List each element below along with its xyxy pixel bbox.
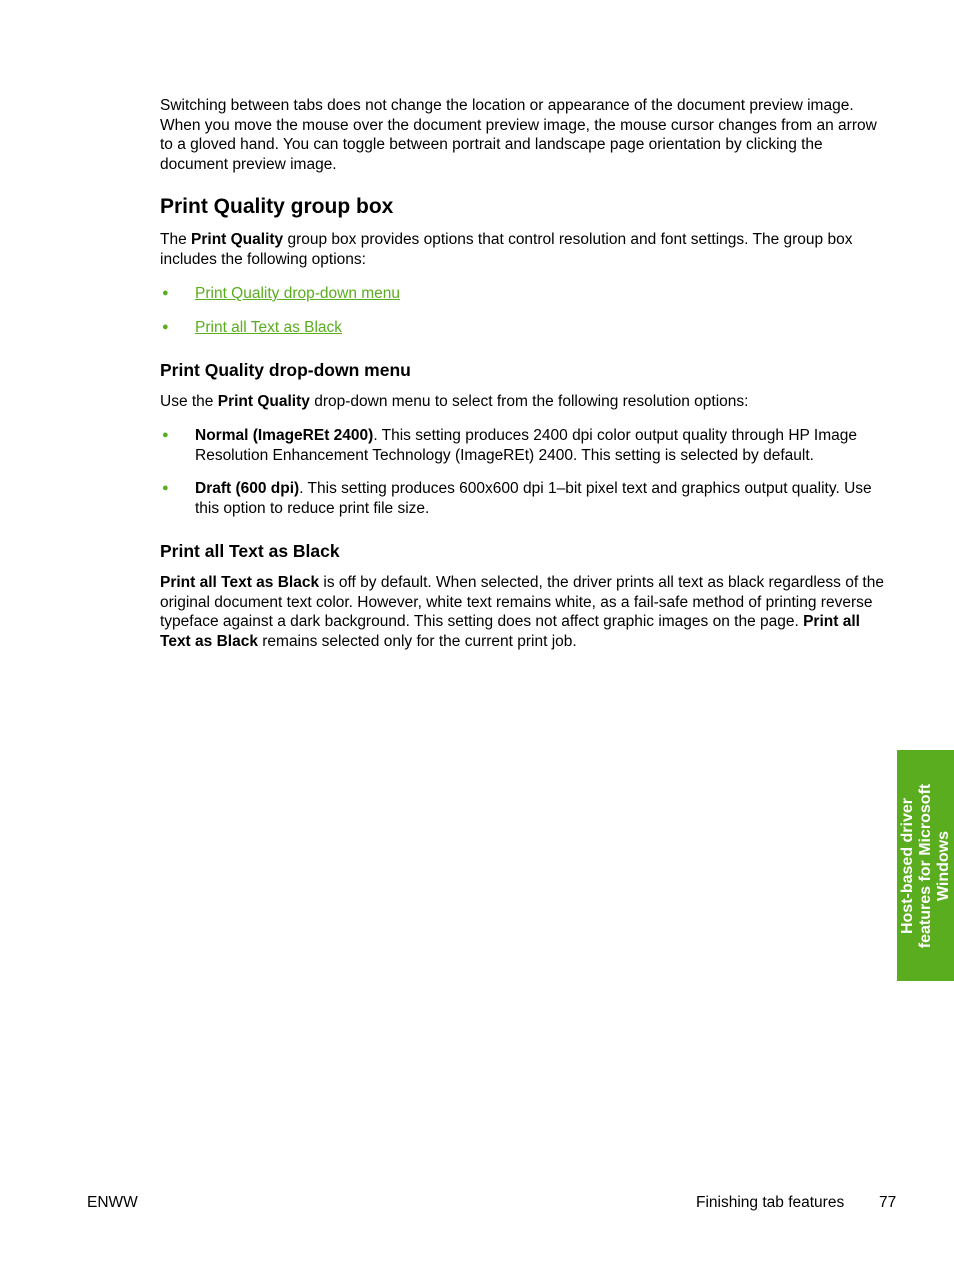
chapter-side-tab-label: Host-based driver features for Microsoft Windows [898, 783, 952, 948]
page-content [160, 96, 884, 651]
subsection-black-paragraph: Print all Text as Black is off by default. When selected, the driver prints all text as black regardless of the original document text color. However, white text remains white, as a fail-safe method of printing reverse typeface against a dark background. This setting does not affect graphic images on the page. Print all Text as Black remains selected only for the current print job. [160, 574, 884, 650]
section-intro: The Print Quality group box provides options that control resolution and font settings. The group box includes the following options: [160, 231, 853, 268]
footer-left: ENWW [87, 1194, 138, 1211]
intro-paragraph: Switching between tabs does not change the location or appearance of the document preview image. When you move the mouse over the document preview image, the mouse cursor changes from an arrow to a gloved hand. You can toggle between portrait and landscape page orientation by clicking the document preview image. [160, 97, 877, 173]
subsection-title-dropdown: Print Quality drop-down menu [160, 359, 411, 380]
link-print-all-text-black[interactable]: Print all Text as Black [195, 319, 343, 336]
section-title: Print Quality group box [160, 195, 394, 218]
subsection-dropdown-intro: Use the Print Quality drop-down menu to select from the following resolution options: [160, 392, 749, 410]
resolution-option-list [160, 426, 884, 518]
list-item: ● Draft (600 dpi). This setting produces 600x600 dpi 1–bit pixel text and graphics output quality. Use this option to reduce print file size. [162, 480, 872, 517]
bullet-icon: ● [162, 482, 169, 494]
list-item [160, 284, 884, 304]
section-link-list [160, 284, 884, 338]
footer-section-title: Finishing tab features [696, 1194, 845, 1211]
bullet-icon: ● [162, 287, 169, 299]
list-item [160, 318, 884, 338]
list-item: ● Normal (ImageREt 2400). This setting produces 2400 dpi color output quality through HP Image Resolution Enhancement Technology (ImageREt) 2400. This setting is selected by default. [162, 427, 857, 464]
bullet-icon: ● [162, 321, 169, 333]
footer-page-number: 77 [879, 1194, 897, 1211]
bullet-icon: ● [162, 429, 169, 441]
chapter-side-tab [897, 750, 954, 981]
subsection-title-black: Print all Text as Black [160, 541, 340, 561]
link-print-quality-dropdown[interactable]: Print Quality drop-down menu [195, 285, 401, 302]
